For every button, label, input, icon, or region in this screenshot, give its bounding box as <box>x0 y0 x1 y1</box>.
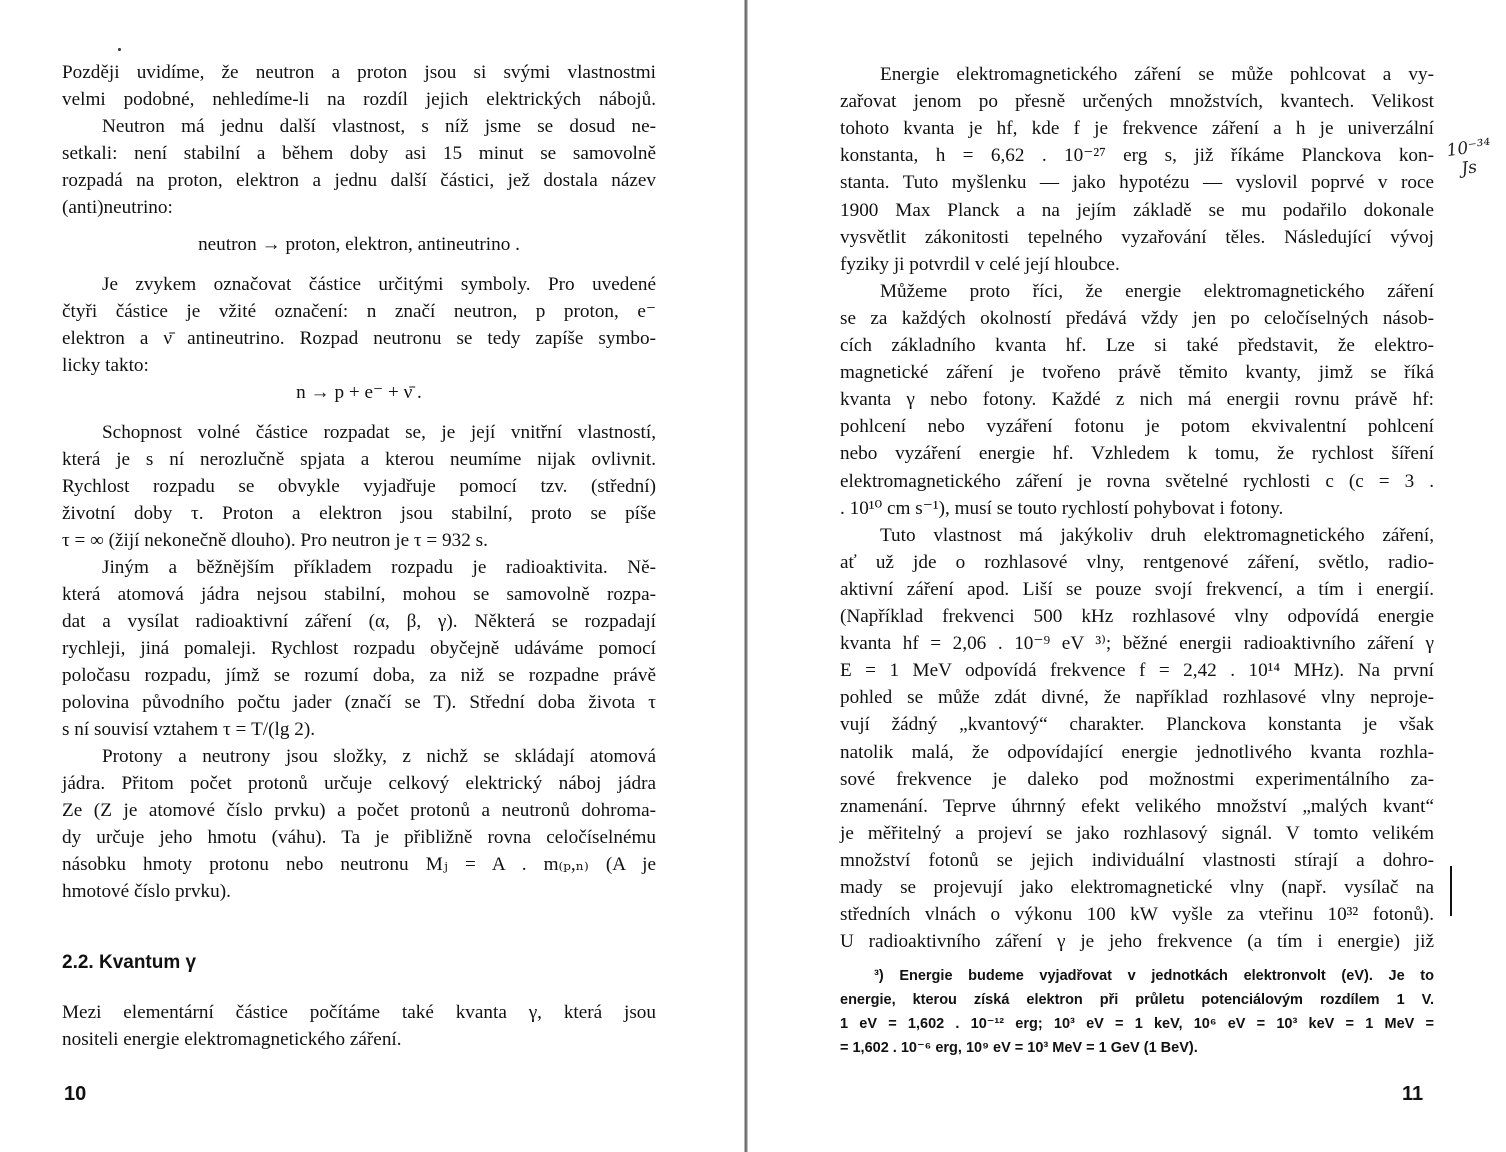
text-line: Ze (Z je atomové číslo prvku) a počet protonů a neutronů dohroma- <box>62 800 656 821</box>
text-line: kvanta γ nebo fotony. Každé z nich má energii rovnu právě hf: <box>840 389 1434 411</box>
text-line: jádra. Přitom počet protonů určuje celkový elektrický náboj jádra <box>62 773 656 794</box>
text-line: množství fotonů se jejich individuální vlastnosti stírají a dohro- <box>840 849 1434 871</box>
text-line: aktivní záření apod. Liší se pouze svojí frekvencí, a tím i energií. <box>840 578 1434 600</box>
text-line: magnetické záření je tvořeno právě těmito kvanty, jimž se říká <box>840 362 1434 384</box>
text-line: s ní souvisí vztahem τ = T/(lg 2). <box>62 719 316 740</box>
text-line: U radioaktivního záření γ je jeho frekvence (a tím i energie) již <box>840 931 1434 953</box>
margin-note-line-2: Js <box>1460 157 1479 180</box>
text-line: stanta. Tuto myšlenku — jako hypotézu — vyslovil poprvé v roce <box>840 172 1434 194</box>
text-line: zařovat jenom po přesně určených množstvích, kvantech. Velikost <box>840 91 1434 113</box>
text-line: Rychlost rozpadu se obvykle vyjadřuje pomocí tzv. (střední) <box>62 476 656 497</box>
text-line: nositeli energie elektromagnetického záření. <box>62 1029 402 1050</box>
text-line: znamenání. Teprve úhrnný efekt velikého množství „malých kvant“ <box>840 795 1434 817</box>
speck <box>118 48 121 51</box>
text-line: neutron → proton, elektron, antineutrino . <box>198 234 520 255</box>
text-line: elektron a ν̄ antineutrino. Rozpad neutronu se tedy zapíše symbo- <box>62 328 656 349</box>
text-line: která je s ní nerozlučně spjata a kterou neumíme nijak ovlivnit. <box>62 449 656 470</box>
page-number-right: 11 <box>1402 1083 1424 1105</box>
text-line: pohled se může zdát divné, že například rozhlasové vlny neproje- <box>840 687 1434 709</box>
text-line: mady se projevují jako elektromagnetické vlny (např. vysílač na <box>840 877 1434 898</box>
section-heading: 2.2. Kvantum γ <box>62 952 197 973</box>
book-gutter <box>744 0 748 1152</box>
text-line: τ = ∞ (žijí nekonečně dlouho). Pro neutron je τ = 932 s. <box>62 530 488 551</box>
text-line: poločasu rozpadu, jímž se rozumí doba, za niž se rozpadne právě <box>62 665 656 686</box>
footnote-line: ³) Energie budeme vyjadřovat v jednotkách elektronvolt (eV). Je to <box>874 968 1434 984</box>
text-line: nebo vyzáření energie hf. Vzhledem k tomu, že rychlost šíření <box>840 443 1434 465</box>
text-line: čtyři částice je vžité označení: n značí neutron, p proton, e⁻ <box>62 301 656 322</box>
text-line: polovina původního počtu jader (značí se T). Střední doba života τ <box>62 692 656 713</box>
text-line: Jiným a běžnějším příkladem rozpadu je radioaktivita. Ně- <box>102 557 656 578</box>
text-line: Energie elektromagnetického záření se může pohlcovat a vy- <box>880 64 1434 85</box>
text-line: dy určuje jeho hmotu (váhu). Ta je přibližně rovna celočíselnému <box>62 827 656 848</box>
text-line: cích základního kvanta hf. Lze si také představit, že elektro- <box>840 335 1434 356</box>
text-line: se za každých okolností předává vždy jen po celočíselných násob- <box>840 307 1434 329</box>
text-line: elektromagnetického záření je rovna světelné rychlosti c (c = 3 . <box>840 470 1434 492</box>
text-line: fyziky ji potvrdil v celé její hloubce. <box>840 253 1120 275</box>
text-line: pohlcení nebo vyzáření fotonu je potom ekvivalentní pohlcení <box>840 416 1434 438</box>
text-line: kvanta hf = 2,06 . 10⁻⁹ eV ³⁾; běžné energii radioaktivního záření γ <box>840 633 1434 655</box>
text-line: 1900 Max Planck a na jejím základě se mu podařilo dokonale <box>840 199 1434 221</box>
text-line: hmotové číslo prvku). <box>62 881 231 902</box>
text-line: tohoto kvanta je hf, kde f je frekvence záření a h je univerzální <box>840 118 1434 140</box>
text-line: . 10¹⁰ cm s⁻¹), musí se touto rychlostí pohybovat i fotony. <box>840 497 1284 519</box>
margin-note-line-1: 10⁻³⁴ <box>1445 135 1493 162</box>
text-line: Tuto vlastnost má jakýkoliv druh elektromagnetického záření, <box>880 524 1434 546</box>
text-line: Později uvidíme, že neutron a proton jsou si svými vlastnostmi <box>62 62 656 83</box>
margin-mark <box>1450 866 1452 916</box>
text-line: n → p + e⁻ + ν̄ . <box>296 382 422 403</box>
text-line: licky takto: <box>62 355 149 376</box>
text-line: Můžeme proto říci, že energie elektromagnetického záření <box>880 280 1434 302</box>
text-line: rozpadá na proton, elektron a jednu další částici, jež dostala název <box>62 170 656 191</box>
text-line: vují žádný „kvantový“ charakter. Planckova konstanta je však <box>840 714 1434 736</box>
text-line: (Například frekvenci 500 kHz rozhlasové vlny odpovídá energie <box>840 606 1434 627</box>
text-line: konstanta, h = 6,62 . 10⁻²⁷ erg s, již říkáme Planckova kon- <box>840 145 1434 167</box>
text-line: ať už jde o rozhlasové vlny, rentgenové záření, světlo, radio- <box>840 551 1434 573</box>
right-page <box>840 0 1434 1152</box>
text-line: Schopnost volné částice rozpadat se, je její vnitřní vlastností, <box>102 422 656 443</box>
footnote-line: = 1,602 . 10⁻⁶ erg, 10⁹ eV = 10³ MeV = 1 GeV (1 BeV). <box>840 1040 1198 1056</box>
text-line: velmi podobné, nehledíme-li na rozdíl jejich elektrických nábojů. <box>62 89 656 110</box>
text-line: Je zvykem označovat částice určitými symboly. Pro uvedené <box>102 274 656 295</box>
footnote-line: 1 eV = 1,602 . 10⁻¹² erg; 10³ eV = 1 keV, 10⁶ eV = 10³ keV = 1 MeV = <box>840 1016 1434 1032</box>
text-line: vysvětlit zákonitosti tepelného vyzařování těles. Následující vývoj <box>840 226 1434 248</box>
text-line: životní doby τ. Proton a elektron jsou stabilní, proto se píše <box>62 503 656 524</box>
text-line: rychleji, jiná pomaleji. Rychlost rozpadu obyčejně udáváme pomocí <box>62 638 656 659</box>
text-line: Protony a neutrony jsou složky, z nichž se skládají atomová <box>102 746 656 767</box>
text-line: natolik malá, že odpovídající energie jednotlivého kvanta rozhla- <box>840 741 1434 763</box>
text-line: E = 1 MeV odpovídá frekvence f = 2,42 . 10¹⁴ MHz). Na první <box>840 660 1434 682</box>
text-line: která atomová jádra nejsou stabilní, mohou se samovolně rozpa- <box>62 584 656 605</box>
text-line: je měřitelný a projeví se jako rozhlasový signál. V tomto velikém <box>840 822 1434 844</box>
page-number-left: 10 <box>64 1083 87 1105</box>
footnote-line: energie, kterou získá elektron při průletu potenciálovým rozdílem 1 V. <box>840 992 1434 1008</box>
left-page <box>62 0 656 1152</box>
text-line: dat a vysílat radioaktivní záření (α, β, γ). Některá se rozpadají <box>62 611 656 632</box>
text-line: násobku hmoty protonu nebo neutronu Mⱼ = A . m₍ₚ,ₙ₎ (A je <box>62 854 656 875</box>
text-line: Mezi elementární částice počítáme také kvanta γ, která jsou <box>62 1002 656 1023</box>
text-line: (anti)neutrino: <box>62 197 173 218</box>
text-line: středních vlnách o výkonu 100 kW vyšle za vteřinu 10³² fotonů). <box>840 904 1434 926</box>
text-line: sové frekvence je daleko pod možnostmi experimentálního za- <box>840 768 1434 790</box>
text-line: Neutron má jednu další vlastnost, s níž jsme se dosud ne- <box>102 116 656 137</box>
margin-handwritten-note <box>1445 135 1494 181</box>
text-line: setkali: není stabilní a během doby asi 15 minut se samovolně <box>62 143 656 164</box>
